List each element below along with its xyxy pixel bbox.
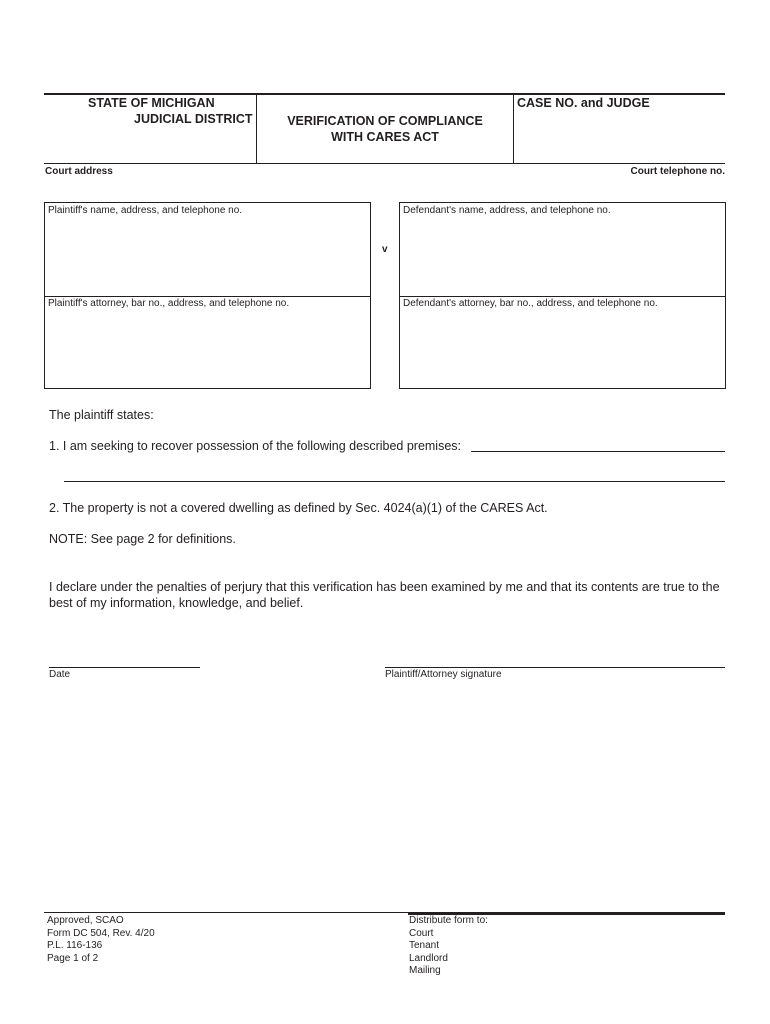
recipient-court: Court: [409, 927, 434, 939]
form-number: Form DC 504, Rev. 4/20: [47, 927, 155, 939]
item-1-text: 1. I am seeking to recover possession of the following described premises:: [49, 439, 462, 453]
judicial-district: JUDICIAL DISTRICT: [134, 112, 253, 126]
declaration-text: I declare under the penalties of perjury that this verification has been examined by me and that its contents are true to the best of my information, knowledge, and belief.: [49, 580, 720, 610]
recipient-landlord: Landlord: [409, 952, 448, 964]
footer-rule-thin: [44, 912, 408, 913]
footer-distribution: [409, 915, 488, 978]
state-name: STATE OF MICHIGAN: [88, 96, 215, 110]
plaintiff-box: [44, 202, 371, 389]
case-number-judge: CASE NO. and JUDGE: [517, 96, 650, 110]
date-line[interactable]: [49, 667, 200, 668]
defendant-label: Defendant's name, address, and telephone no.: [403, 205, 611, 216]
recipient-tenant: Tenant: [409, 940, 440, 951]
header-top-rule: [44, 93, 725, 95]
signature-label: Plaintiff/Attorney signature: [385, 669, 502, 680]
header-divider-left: [256, 95, 257, 163]
court-telephone-label: Court telephone no.: [630, 166, 725, 177]
premises-line-2[interactable]: [64, 481, 725, 482]
recipient-mailing: Mailing: [409, 965, 441, 976]
note-text: NOTE: See page 2 for definitions.: [49, 532, 236, 546]
premises-line-1[interactable]: [471, 451, 725, 452]
form-title-line1: VERIFICATION OF COMPLIANCE: [287, 114, 483, 128]
date-label: Date: [49, 669, 71, 680]
approved-scao: Approved, SCAO: [47, 915, 124, 926]
header-divider-right: [513, 95, 514, 163]
item-2-text: 2. The property is not a covered dwelling as defined by Sec. 4024(a)(1) of the CARES Act.: [49, 501, 548, 515]
plaintiff-attorney-label: Plaintiff's attorney, bar no., address, and telephone no.: [48, 298, 290, 309]
form-title-line2: WITH CARES ACT: [331, 130, 439, 144]
versus-label: v: [382, 244, 388, 255]
defendant-attorney-label: Defendant's attorney, bar no., address, and telephone no.: [403, 298, 658, 309]
page-number: Page 1 of 2: [47, 952, 99, 964]
plaintiff-label: Plaintiff's name, address, and telephone no.: [48, 205, 243, 216]
court-address-label: Court address: [45, 166, 113, 177]
public-law: P.L. 116-136: [47, 940, 103, 951]
defendant-divider: [400, 296, 725, 297]
footer-left: [47, 915, 155, 965]
header-bottom-rule: [44, 163, 725, 164]
plaintiff-states: The plaintiff states:: [49, 408, 154, 422]
plaintiff-divider: [45, 296, 370, 297]
defendant-box: [399, 202, 726, 389]
signature-line[interactable]: [385, 667, 725, 668]
distribute-label: Distribute form to:: [409, 915, 488, 926]
